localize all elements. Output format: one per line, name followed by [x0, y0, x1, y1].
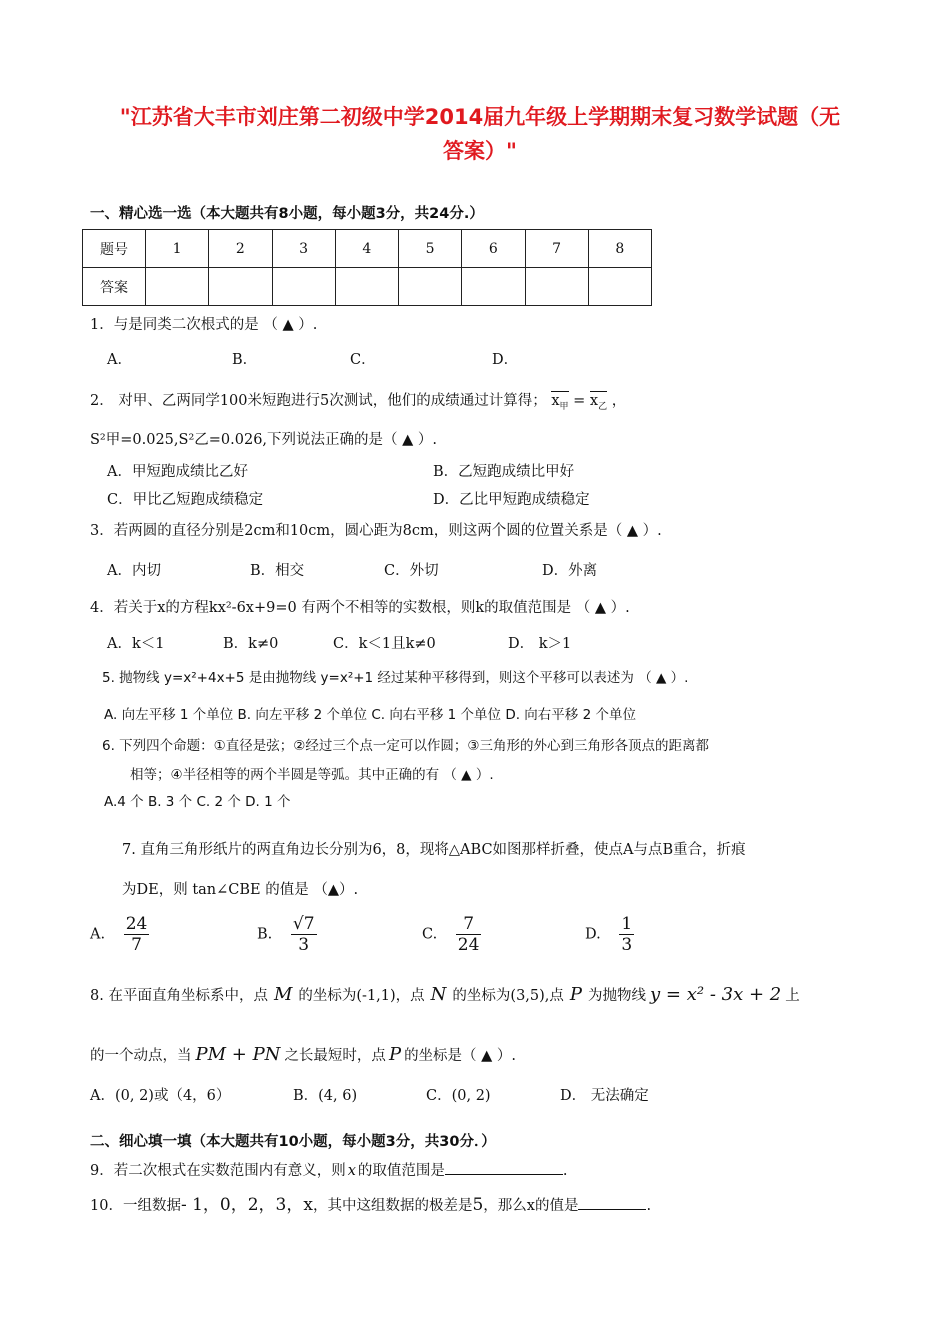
- mean-x-letter: x: [589, 393, 599, 409]
- q3-option-c: C．外切: [384, 563, 439, 579]
- fraction-numerator: 24: [125, 914, 148, 934]
- question-10: [90, 1190, 651, 1215]
- question-9: [90, 1159, 568, 1180]
- q7-label-b: B.: [257, 926, 273, 943]
- q6-options: A.4 个 B. 3 个 C. 2 个 D. 1 个: [104, 794, 291, 810]
- table-label-question-number: 题号: [83, 230, 146, 268]
- q7-label-d: D.: [585, 926, 601, 943]
- variable-x: x: [347, 1163, 356, 1179]
- q7-option-c: [422, 914, 481, 955]
- table-cell-number: 7: [525, 230, 588, 268]
- q10-text-2: ，其中这组数据的极差是: [312, 1198, 473, 1214]
- mean-x-jia: [551, 393, 568, 412]
- q3-option-b: B．相交: [250, 563, 305, 579]
- question-3-stem: 3．若两圆的直径分别是2cm和10cm，圆心距为8cm，则这两个圆的位置关系是（ ▲ ）.: [90, 523, 662, 539]
- q10-text-3: ，那么x的值是: [483, 1198, 579, 1214]
- mean-x-letter: x: [551, 393, 560, 409]
- section-1-heading: 一、精心选一选（本大题共有8小题，每小题3分，共24分.）: [90, 206, 484, 222]
- table-cell-number: 8: [588, 230, 651, 268]
- q9-end: .: [562, 1163, 568, 1179]
- point-p: P: [388, 1044, 402, 1065]
- table-cell-number: 5: [399, 230, 462, 268]
- fraction-sqrt7-over-3: [291, 914, 317, 955]
- answer-cell[interactable]: [335, 268, 398, 306]
- q4-option-b: B．k≠0: [223, 636, 279, 652]
- q1-option-b: B．: [232, 352, 258, 368]
- title-line-1: "江苏省大丰市刘庄第二初级中学2014届九年级上学期期末复习数学试题（无: [119, 105, 841, 129]
- fraction-denominator: 7: [131, 935, 142, 955]
- q8-text-7: 之长最短时，点: [284, 1048, 386, 1064]
- q2-stem-end: ，: [611, 393, 627, 409]
- document-title: [80, 100, 880, 168]
- fraction-denominator: 3: [621, 935, 633, 955]
- q8-text-5: 上: [785, 988, 800, 1004]
- question-1-stem: 1．与是同类二次根式的是 （ ▲ ）.: [90, 317, 318, 333]
- question-8-stem-line-2: [90, 1044, 516, 1065]
- expression-pm-pn: PM + PN: [195, 1044, 281, 1065]
- q10-end: .: [646, 1198, 652, 1214]
- q7-label-c: C.: [422, 926, 438, 943]
- question-6-stem-line-2: 相等；④半径相等的两个半圆是等弧。其中正确的有 （ ▲ ）.: [130, 767, 494, 783]
- q8-option-c: C．(0, 2): [426, 1088, 491, 1104]
- table-cell-number: 1: [146, 230, 209, 268]
- q2-option-a: A．甲短跑成绩比乙好: [107, 464, 248, 480]
- answer-blank[interactable]: [578, 1195, 646, 1210]
- table-cell-number: 4: [335, 230, 398, 268]
- answer-cell[interactable]: [272, 268, 335, 306]
- answer-cell[interactable]: [209, 268, 272, 306]
- q8-option-b: B．(4, 6): [293, 1088, 358, 1104]
- q8-text-1: 8. 在平面直角坐标系中，点: [90, 988, 268, 1004]
- question-5-stem: 5. 抛物线 y=x²+4x+5 是由抛物线 y=x²+1 经过某种平移得到，则这个平移可以表述为 （ ▲ ）.: [102, 670, 689, 686]
- table-cell-number: 3: [272, 230, 335, 268]
- q2-stem-text: 2． 对甲、乙两同学100米短跑进行5次测试，他们的成绩通过计算得；: [90, 393, 547, 409]
- table-cell-number: 6: [462, 230, 525, 268]
- answer-cell[interactable]: [588, 268, 651, 306]
- table-label-answer: 答案: [83, 268, 146, 306]
- fraction-denominator: 24: [457, 935, 480, 955]
- title-line-2: 答案）": [443, 139, 517, 163]
- fraction-1-over-3: [619, 914, 634, 955]
- section-2-heading: 二、细心填一填（本大题共有10小题，每小题3分，共30分．）: [90, 1134, 496, 1150]
- table-cell-number: 2: [209, 230, 272, 268]
- parabola-equation: y = x² - 3x + 2: [650, 984, 782, 1005]
- q9-text-1: 9．若二次根式在实数范围内有意义，则: [90, 1163, 346, 1179]
- q3-option-a: A．内切: [107, 563, 161, 579]
- answer-table: [82, 229, 652, 306]
- sub-yi: 乙: [598, 401, 608, 412]
- data-set: - 1，0，2，3，x: [180, 1195, 313, 1215]
- q7-option-a: [90, 914, 149, 955]
- q9-text-2: 的取值范围是: [357, 1163, 445, 1179]
- answer-cell[interactable]: [146, 268, 209, 306]
- q8-text-2: 的坐标为(-1,1)，点: [298, 988, 425, 1004]
- q8-text-6: 的一个动点，当: [90, 1048, 192, 1064]
- q2-option-d: D．乙比甲短跑成绩稳定: [433, 492, 590, 508]
- q2-option-b: B．乙短跑成绩比甲好: [433, 464, 575, 480]
- answer-cell[interactable]: [525, 268, 588, 306]
- point-p: P: [569, 984, 583, 1005]
- equals-sign: =: [573, 393, 586, 409]
- q8-text-3: 的坐标为(3,5),点: [452, 988, 564, 1004]
- q10-text-1: 10．一组数据: [90, 1198, 181, 1214]
- q1-option-d: D．: [492, 352, 519, 368]
- question-7-stem-line-2: 为DE，则 tan∠CBE 的值是 （▲）.: [122, 882, 359, 898]
- q7-option-b: [257, 914, 317, 955]
- q4-option-d: D． k＞1: [508, 636, 572, 652]
- answer-blank[interactable]: [445, 1160, 563, 1175]
- question-2-stem: [90, 389, 626, 412]
- q4-option-c: C．k＜1且k≠0: [333, 636, 436, 652]
- table-row-numbers: [83, 230, 652, 268]
- q7-label-a: A.: [90, 926, 106, 943]
- q8-text-4: 为抛物线: [588, 988, 647, 1004]
- table-row-answers: [83, 268, 652, 306]
- q8-text-8: 的坐标是（ ▲ ）.: [404, 1048, 517, 1064]
- fraction-numerator: 1: [621, 914, 633, 934]
- mean-x-yi: [590, 393, 607, 412]
- point-m: M: [273, 984, 293, 1005]
- q5-options: A. 向左平移 1 个单位 B. 向左平移 2 个单位 C. 向右平移 1 个单位 D. 向右平移 2 个单位: [104, 707, 636, 723]
- point-n: N: [430, 984, 447, 1005]
- q3-option-d: D．外离: [542, 563, 598, 579]
- q1-option-a: A．: [107, 352, 132, 368]
- fraction-denominator: 3: [298, 935, 310, 955]
- fraction-numerator: 7: [456, 914, 482, 935]
- fraction-24-over-7: [124, 914, 150, 955]
- question-2-line-2: S²甲=0.025,S²乙=0.026,下列说法正确的是（ ▲ ）.: [90, 432, 438, 448]
- q7-option-d: [585, 914, 634, 955]
- q2-option-c: C．甲比乙短跑成绩稳定: [107, 492, 264, 508]
- answer-cell[interactable]: [462, 268, 525, 306]
- fraction-7-over-24: [456, 914, 482, 955]
- question-6-stem-line-1: 6. 下列四个命题：①直径是弦；②经过三个点一定可以作圆；③三角形的外心到三角形各顶点的距离都: [102, 738, 709, 754]
- question-4-stem: 4．若关于x的方程kx²-6x+9=0 有两个不相等的实数根，则k的取值范围是 （ ▲ ）.: [90, 600, 630, 616]
- q8-option-a: A．(0, 2)或（4，6）: [90, 1088, 231, 1104]
- question-7-stem-line-1: 7. 直角三角形纸片的两直角边长分别为6，8，现将△ABC如图那样折叠，使点A与点B重合，折痕: [122, 842, 746, 858]
- q1-option-c: C．: [350, 352, 376, 368]
- question-8-stem-line-1: [90, 984, 800, 1005]
- answer-cell[interactable]: [399, 268, 462, 306]
- fraction-numerator: √7: [292, 914, 315, 934]
- sub-jia: 甲: [559, 401, 569, 412]
- range-value: 5: [472, 1195, 484, 1215]
- q4-option-a: A．k＜1: [107, 636, 165, 652]
- q8-option-d: D． 无法确定: [560, 1088, 649, 1104]
